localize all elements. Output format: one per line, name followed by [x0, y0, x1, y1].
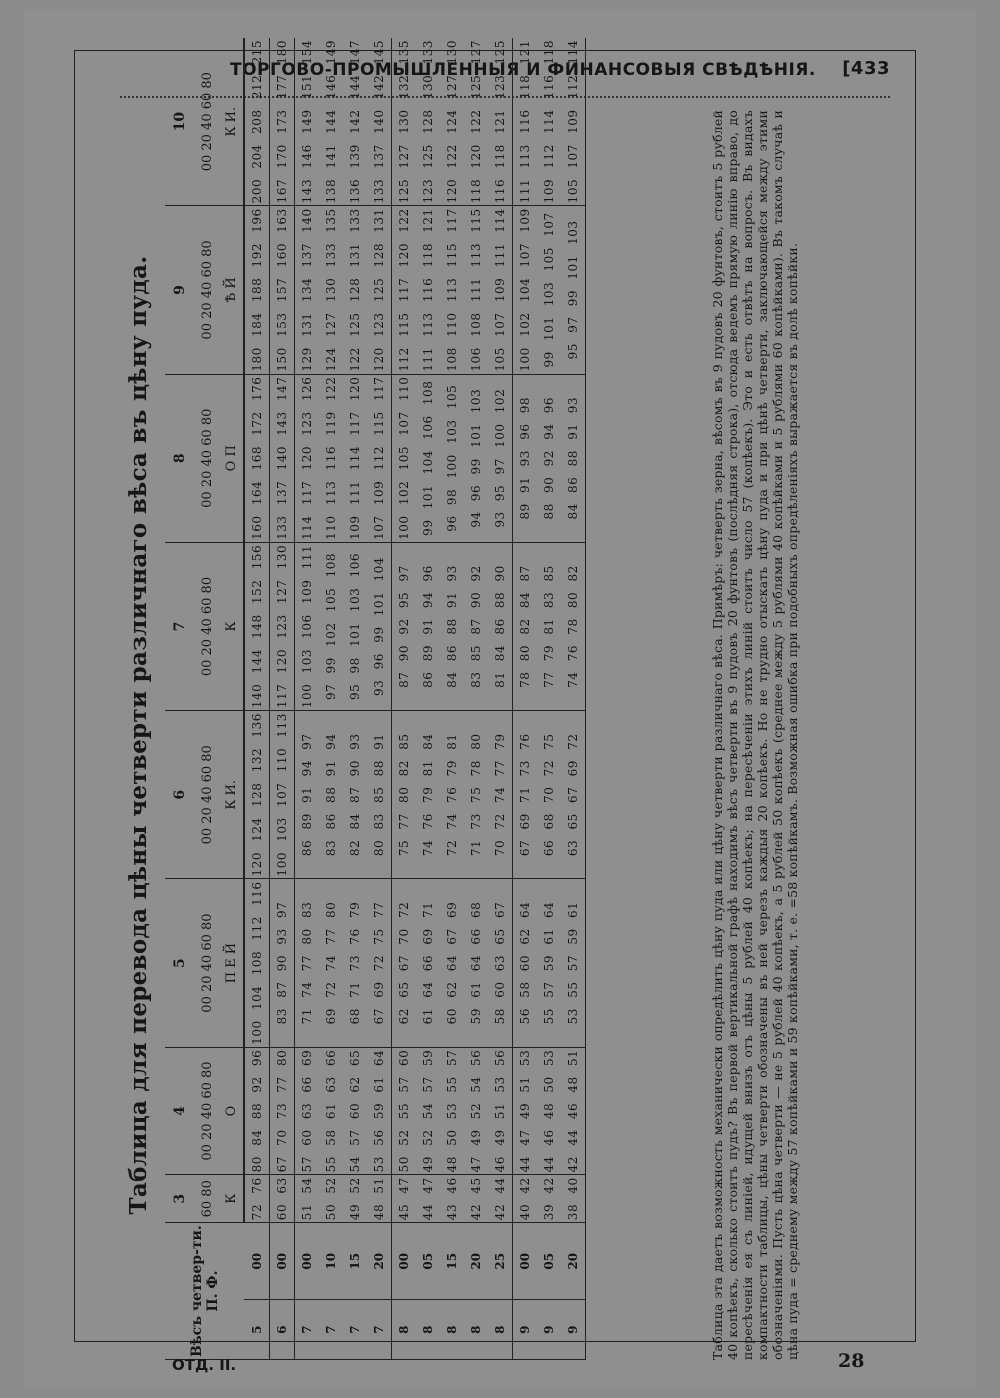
- price-cell: 123 125 128 130 133: [416, 38, 440, 206]
- price-cell: 43 46: [440, 1175, 464, 1223]
- price-cell: 125 127 130 132 135: [392, 38, 417, 206]
- price-cell: 67 70 73 77 80: [270, 1047, 295, 1175]
- price-cell: 133 137 140 142 145: [367, 38, 392, 206]
- price-cell: 47 49 52 54 56: [464, 1047, 488, 1175]
- kopeck-letters: К И.: [219, 711, 244, 879]
- price-cell: 88 90 92 94 96: [537, 374, 561, 542]
- price-cell: 81 84 86 88 90: [488, 542, 513, 710]
- price-cell: 50 52: [319, 1175, 343, 1223]
- price-cell: 66 68 70 72 75: [537, 711, 561, 879]
- table-row: [561, 38, 586, 1359]
- price-cell: 49 52: [343, 1175, 367, 1223]
- price-cell: 180 184 188 192 196: [244, 206, 270, 374]
- weight-pud-cell: 9: [561, 1300, 586, 1360]
- price-cell: 48 50 53 55 57: [440, 1047, 464, 1175]
- weight-pud-cell: 9: [513, 1300, 538, 1360]
- ruble-header: 5: [165, 879, 195, 1047]
- weight-funt-cell: 15: [440, 1223, 464, 1300]
- price-cell: 100 102 105 107 110: [392, 374, 417, 542]
- weight-pud-cell: 8: [392, 1300, 417, 1360]
- price-cell: 44 47 49 51 53: [513, 1047, 538, 1175]
- price-cell: 51 54: [295, 1175, 320, 1223]
- price-cell: 60 63: [270, 1175, 295, 1223]
- price-cell: 67 69 72 75 77: [367, 879, 392, 1047]
- weight-pud-cell: 8: [464, 1300, 488, 1360]
- kopeck-letters: К: [219, 1175, 244, 1223]
- table-body: [244, 38, 586, 1359]
- price-cell: 110 113 116 119 122: [319, 374, 343, 542]
- weight-pud-cell: 7: [295, 1300, 320, 1360]
- price-cell: 100 103 107 110 113: [270, 711, 295, 879]
- table-title: Таблица для перевода цѣны четверти различнаго вѣса въ цѣну пуда.: [125, 255, 152, 1215]
- price-cell: 50 52 55 57 60: [392, 1047, 417, 1175]
- price-cell: 140 144 148 152 156: [244, 542, 270, 710]
- weight-pud-cell: 6: [270, 1300, 295, 1360]
- kopeck-letters: К И.: [219, 38, 244, 206]
- price-cell: 95 98 101 103 106: [343, 542, 367, 710]
- price-cell: 48 51: [367, 1175, 392, 1223]
- table-row: [488, 38, 513, 1359]
- ruble-header: 4: [165, 1047, 195, 1175]
- price-cell: 109 111 114 117 120: [343, 374, 367, 542]
- price-cell: 120 123 125 128 131: [367, 206, 392, 374]
- weight-pud-cell: 8: [416, 1300, 440, 1360]
- price-cell: 46 49 51 53 56: [488, 1047, 513, 1175]
- kopeck-header: 60 80: [195, 1175, 219, 1223]
- weight-pud-cell: 7: [343, 1300, 367, 1360]
- table-row: [537, 38, 561, 1359]
- price-cell: 136 139 142 144 147: [343, 38, 367, 206]
- price-cell: 83 87 90 93 97: [270, 879, 295, 1047]
- weight-pud-cell: 8: [440, 1300, 464, 1360]
- footer-section-label: ОТД. II.: [172, 1356, 237, 1374]
- price-cell: 44 46 48 50 53: [537, 1047, 561, 1175]
- price-cell: 55 58 61 63 66: [319, 1047, 343, 1175]
- price-cell: 200 204 208 212 215: [244, 38, 270, 206]
- price-cell: 84 86 88 91 93: [440, 542, 464, 710]
- kopeck-letters: О: [219, 1047, 244, 1175]
- table-row: [367, 38, 392, 1359]
- table-row: [416, 38, 440, 1359]
- price-cell: 61 64 66 69 71: [416, 879, 440, 1047]
- weight-funt-cell: 10: [319, 1223, 343, 1300]
- price-cell: 60 62 64 67 69: [440, 879, 464, 1047]
- ruble-header: 6: [165, 711, 195, 879]
- price-cell: 133 137 140 143 147: [270, 374, 295, 542]
- table-row: [343, 38, 367, 1359]
- weight-funt-cell: 25: [488, 1223, 513, 1300]
- price-cell: 71 73 75 78 80: [464, 711, 488, 879]
- weight-funt-cell: 00: [270, 1223, 295, 1300]
- weight-pud-cell: 7: [319, 1300, 343, 1360]
- price-cell: 111 113 116 118 121: [416, 206, 440, 374]
- weight-funt-cell: 00: [295, 1223, 320, 1300]
- price-cell: 59 61 64 66 68: [464, 879, 488, 1047]
- price-cell: 80 83 85 88 91: [367, 711, 392, 879]
- price-cell: 74 76 79 81 84: [416, 711, 440, 879]
- price-cell: 99 101 104 106 108: [416, 374, 440, 542]
- price-cell: 68 71 73 76 79: [343, 879, 367, 1047]
- header-page-number: [433: [842, 58, 890, 79]
- price-cell: 93 95 97 100 102: [488, 374, 513, 542]
- ruble-header: 8: [165, 374, 195, 542]
- price-cell: 57 60 63 66 69: [295, 1047, 320, 1175]
- price-cell: 58 60 63 65 67: [488, 879, 513, 1047]
- price-cell: 83 85 87 90 92: [464, 542, 488, 710]
- weight-funt-cell: 00: [513, 1223, 538, 1300]
- price-cell: 53 55 57 59 61: [561, 879, 586, 1047]
- price-cell: 93 96 99 101 104: [367, 542, 392, 710]
- price-cell: 108 110 113 115 117: [440, 206, 464, 374]
- price-cell: 122 125 128 131 133: [343, 206, 367, 374]
- price-cell: 38 40: [561, 1175, 586, 1223]
- kopeck-header: 00 20 40 60 80: [195, 711, 219, 879]
- weight-funt-cell: 20: [367, 1223, 392, 1300]
- table-row: [319, 38, 343, 1359]
- price-cell: 105 107 109 111 114: [488, 206, 513, 374]
- price-cell: 67 69 71 73 76: [513, 711, 538, 879]
- price-cell: 42 44: [488, 1175, 513, 1223]
- price-cell: 106 108 111 113 115: [464, 206, 488, 374]
- price-cell: 105 107 109 112 114: [561, 38, 586, 206]
- price-cell: 71 74 77 80 83: [295, 879, 320, 1047]
- price-cell: 89 91 93 96 98: [513, 374, 538, 542]
- price-cell: 100 104 108 112 116: [244, 879, 270, 1047]
- weight-units-label: П. Ф.: [204, 1270, 221, 1312]
- weight-header-label: Вѣсъ четвер-ти.: [188, 1225, 205, 1357]
- price-cell: 117 120 123 127 130: [270, 542, 295, 710]
- price-cell: 95 97 99 101 103: [561, 206, 586, 374]
- price-cell: 56 58 60 62 64: [513, 879, 538, 1047]
- price-cell: 86 89 91 94 97: [295, 711, 320, 879]
- table-row: [464, 38, 488, 1359]
- price-cell: 78 80 82 84 87: [513, 542, 538, 710]
- kopeck-header: 00 20 40 60 80: [195, 1047, 219, 1175]
- price-cell: 116 118 121 123 125: [488, 38, 513, 206]
- price-cell: 44 47: [416, 1175, 440, 1223]
- table-row: [270, 38, 295, 1359]
- ruble-header: 10: [165, 38, 195, 206]
- weight-header: [165, 1223, 244, 1360]
- price-cell: 82 84 87 90 93: [343, 711, 367, 879]
- kopeck-header: 00 20 40 60 80: [195, 374, 219, 542]
- ruble-header: 9: [165, 206, 195, 374]
- kopeck-letters: К: [219, 542, 244, 710]
- price-cell: 100 102 104 107 109: [513, 206, 538, 374]
- header-title: ТОРГОВО-ПРОМЫШЛЕННЫЯ И ФИНАНСОВЫЯ СВѢДѢНIЯ.: [230, 60, 816, 80]
- price-cell: 87 90 92 95 97: [392, 542, 417, 710]
- weight-funt-cell: 05: [416, 1223, 440, 1300]
- price-cell: 107 109 112 115 117: [367, 374, 392, 542]
- table-row: [244, 38, 270, 1359]
- kopeck-header: 00 20 40 60 80: [195, 38, 219, 206]
- price-cell: 49 52 54 57 59: [416, 1047, 440, 1175]
- price-cell: 42 44 46 48 51: [561, 1047, 586, 1175]
- price-cell: 53 56 59 61 64: [367, 1047, 392, 1175]
- price-cell: 114 117 120 123 126: [295, 374, 320, 542]
- price-cell: 97 99 102 105 108: [319, 542, 343, 710]
- price-cell: 112 115 117 120 122: [392, 206, 417, 374]
- weight-funt-cell: 15: [343, 1223, 367, 1300]
- price-cell: 96 98 100 103 105: [440, 374, 464, 542]
- price-cell: 124 127 130 133 135: [319, 206, 343, 374]
- table-row: [440, 38, 464, 1359]
- price-cell: 111 113 116 118 121: [513, 38, 538, 206]
- weight-pud-cell: 9: [537, 1300, 561, 1360]
- price-cell: 84 86 88 91 93: [561, 374, 586, 542]
- ruble-header: 3: [165, 1175, 195, 1223]
- ruble-header: 7: [165, 542, 195, 710]
- price-cell: 86 89 91 94 96: [416, 542, 440, 710]
- price-cell: 118 120 122 125 127: [464, 38, 488, 206]
- price-cell: 75 77 80 82 85: [392, 711, 417, 879]
- price-cell: 109 112 114 116 118: [537, 38, 561, 206]
- price-cell: 77 79 81 83 85: [537, 542, 561, 710]
- weight-funt-cell: 00: [392, 1223, 417, 1300]
- price-cell: 83 86 88 91 94: [319, 711, 343, 879]
- price-cell: 100 103 106 109 111: [295, 542, 320, 710]
- price-cell: 94 96 99 101 103: [464, 374, 488, 542]
- price-cell: 63 65 67 69 72: [561, 711, 586, 879]
- table-row: [513, 38, 538, 1359]
- weight-pud-cell: 7: [367, 1300, 392, 1360]
- price-cell: 80 84 88 92 96: [244, 1047, 270, 1175]
- table-row: [392, 38, 417, 1359]
- price-cell: 72 74 76 79 81: [440, 711, 464, 879]
- price-cell: 99 101 103 105 107: [537, 206, 561, 374]
- price-cell: 120 124 128 132 136: [244, 711, 270, 879]
- price-cell: 39 42: [537, 1175, 561, 1223]
- kopeck-letters: Ѣ Й: [219, 206, 244, 374]
- weight-pud-cell: 8: [488, 1300, 513, 1360]
- weight-funt-cell: 20: [464, 1223, 488, 1300]
- footer-page-number: 28: [838, 1350, 865, 1372]
- kopeck-header: 00 20 40 60 80: [195, 542, 219, 710]
- price-cell: 160 164 168 172 176: [244, 374, 270, 542]
- price-cell: 143 146 149 151 154: [295, 38, 320, 206]
- price-cell: 70 72 74 77 79: [488, 711, 513, 879]
- conversion-table: [165, 38, 586, 1360]
- price-cell: 55 57 59 61 64: [537, 879, 561, 1047]
- price-cell: 150 153 157 160 163: [270, 206, 295, 374]
- price-cell: 42 45: [464, 1175, 488, 1223]
- price-cell: 69 72 74 77 80: [319, 879, 343, 1047]
- price-cell: 62 65 67 70 72: [392, 879, 417, 1047]
- price-cell: 167 170 173 177 180: [270, 38, 295, 206]
- kopeck-header: 00 20 40 60 80: [195, 206, 219, 374]
- kopeck-letters: О П: [219, 374, 244, 542]
- kopeck-letters: П Е Й: [219, 879, 244, 1047]
- weight-funt-cell: 05: [537, 1223, 561, 1300]
- price-cell: 40 42: [513, 1175, 538, 1223]
- price-cell: 138 141 144 146 149: [319, 38, 343, 206]
- price-cell: 120 122 124 127 130: [440, 38, 464, 206]
- price-cell: 129 131 134 137 140: [295, 206, 320, 374]
- table-row: [295, 38, 320, 1359]
- weight-pud-cell: 5: [244, 1300, 270, 1360]
- weight-funt-cell: 00: [244, 1223, 270, 1300]
- price-cell: 54 57 60 62 65: [343, 1047, 367, 1175]
- price-cell: 74 76 78 80 82: [561, 542, 586, 710]
- price-cell: 72 76: [244, 1175, 270, 1223]
- kopeck-header: 00 20 40 60 80: [195, 879, 219, 1047]
- price-cell: 45 47: [392, 1175, 417, 1223]
- weight-funt-cell: 20: [561, 1223, 586, 1300]
- explanatory-note: Таблица эта даетъ возможность механически опредѣлить цѣну пуда или цѣну четверти различнаго вѣса. Примѣръ: четверть зерна, вѣсомъ въ 9 пудовъ 20 фунтовъ, стоитъ 5 рублей 40 копѣекъ, сколько стоитъ пудъ? Въ первой вертикальной графѣ находимъ вѣсъ четверти въ 9 пудовъ 20 фунтовъ (послѣдняя строка), отсюда ведемъ прямую линію вправо, до пересѣченія ея съ линіей, идущей внизъ отъ цѣны 5 рублей 40 копѣекъ; на пересѣченіи этихъ линій стоитъ число 57 (копѣекъ). Это и есть отвѣтъ на вопросъ. Въ видахъ компактности таблицы, цѣны четверти обозначены въ ней черезъ каждыя 20 копѣекъ. Но не трудно отыскать цѣну пуда и при цѣнѣ четверти, заключающейся между этими обозначеніями. Пусть цѣна четверти — не 5 рублей 40 копѣекъ, а 5 рублей 50 копѣекъ (среднее между 5 рублями 40 копѣйками и 5 рублями 60 копѣйками). Въ такомъ случаѣ и цѣна пуда = среднему между 57 копѣйками и 59 копѣйками, т. е. =58 копѣйкамъ. Возможная ошибка при подобныхъ опредѣленіяхъ выражается въ долѣ копѣйки.: [710, 110, 800, 1360]
